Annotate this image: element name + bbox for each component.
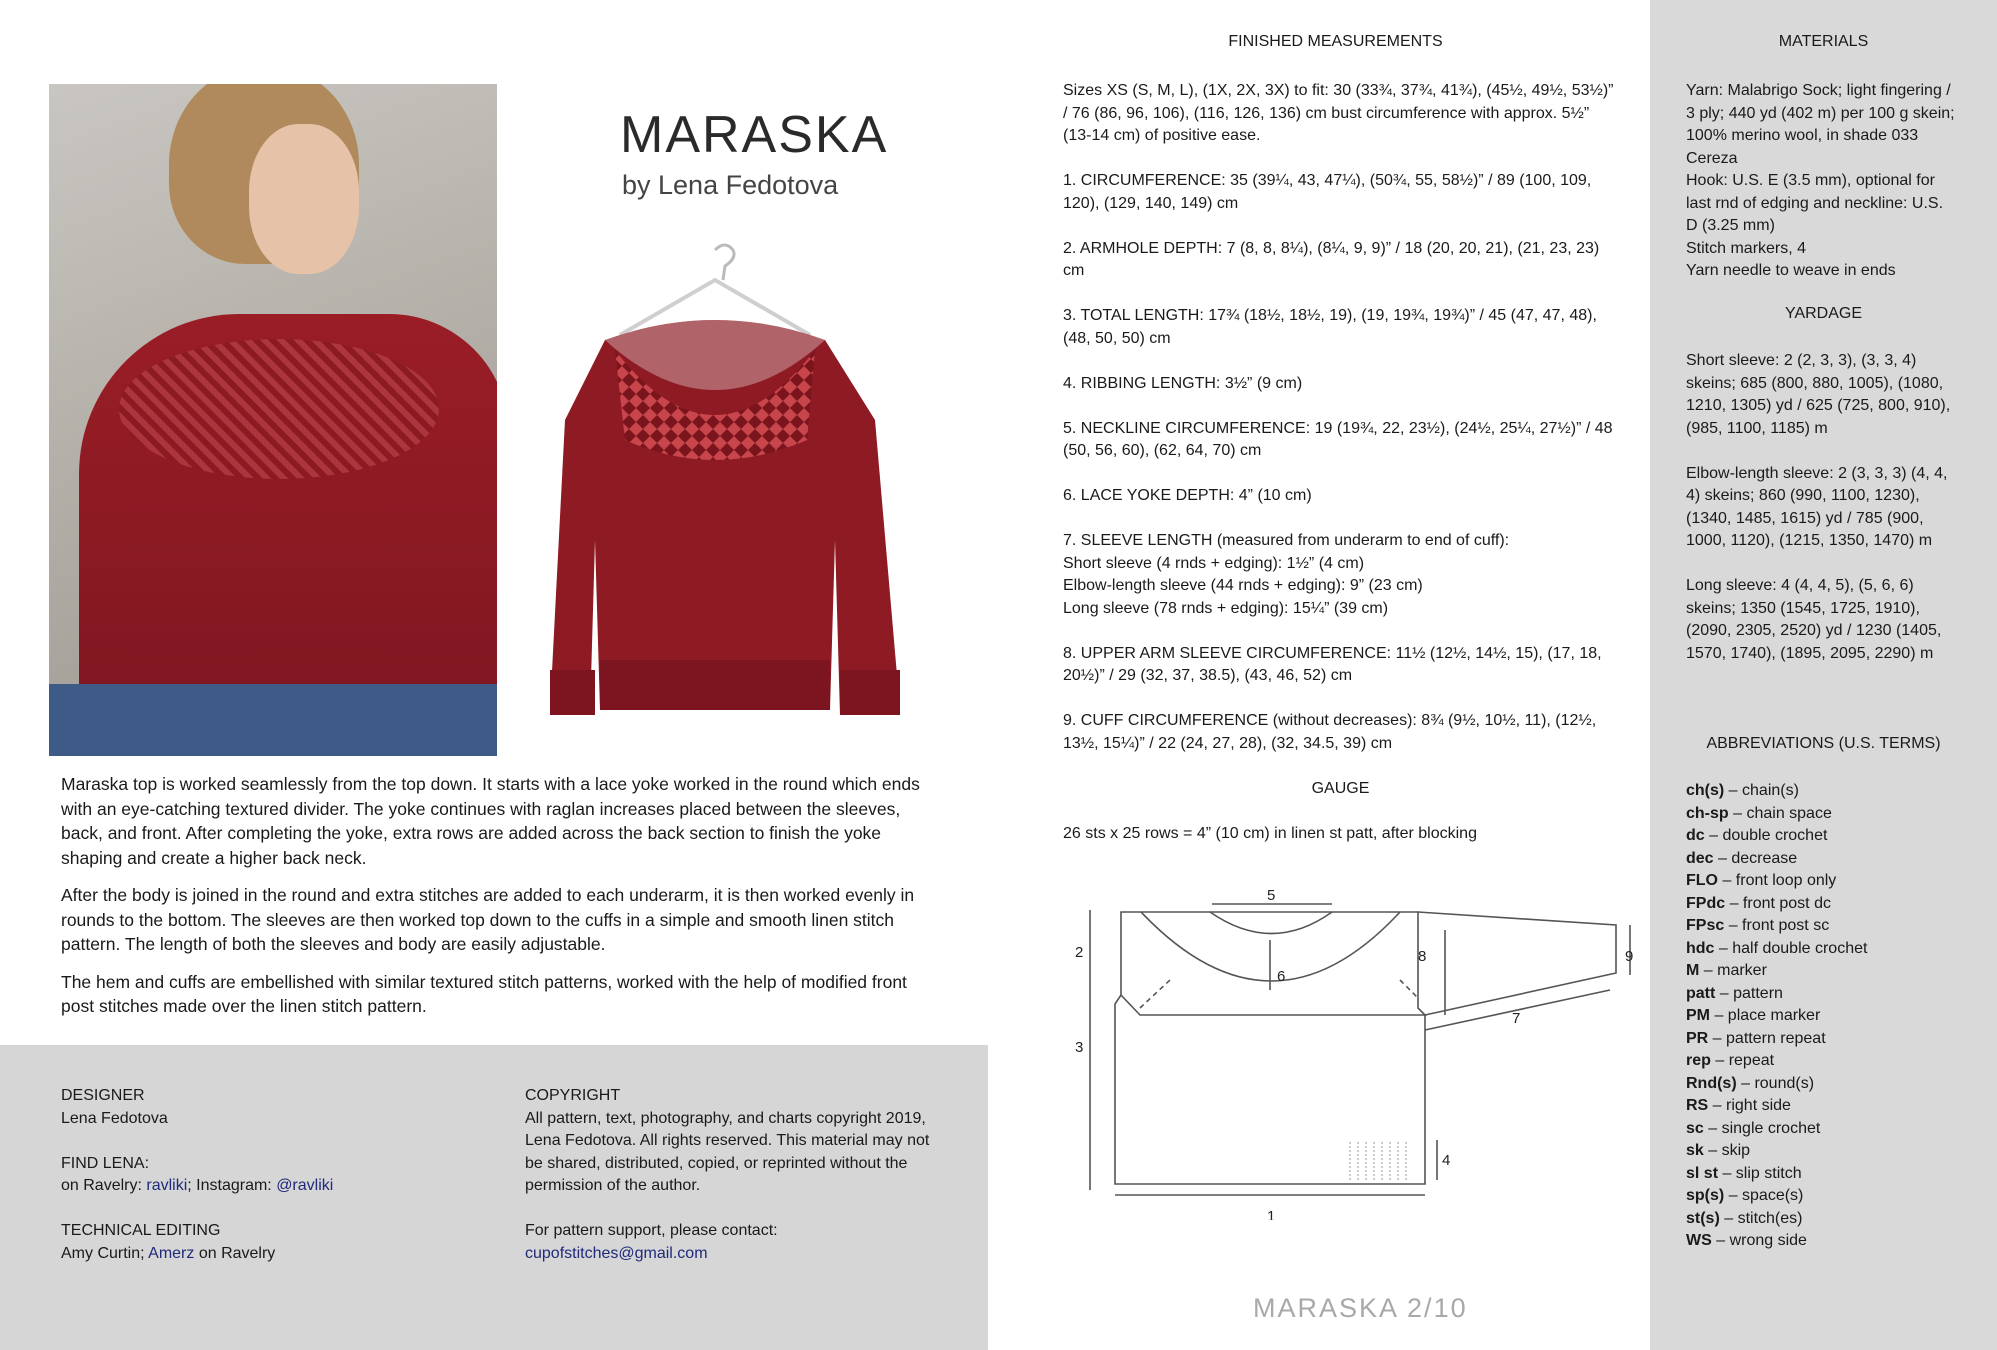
sweater-schematic	[1060, 880, 1650, 1220]
support-text: For pattern support, please contact:	[525, 1222, 778, 1239]
yardage-heading: YARDAGE	[1784, 305, 1863, 322]
schematic-label-7: 7	[1512, 1010, 1521, 1027]
yardage-short: Short sleeve: 2 (2, 3, 3), (3, 3, 4) skeins; 685 (800, 880, 1005), (1080, 1210, 1305) yd / 625 (725, 800, 910), (985, 1100, 1185) m	[1686, 352, 1951, 437]
abbreviation-item: sk – skip	[1686, 1142, 1751, 1159]
abbreviation-item: ch(s) – chain(s)	[1686, 782, 1799, 799]
measurements-heading: FINISHED MEASUREMENTS	[1228, 33, 1443, 50]
designer-byline: by Lena Fedotova	[622, 170, 839, 200]
measurement-item: 6. LACE YOKE DEPTH: 4” (10 cm)	[1063, 487, 1312, 504]
copyright-label: COPYRIGHT	[525, 1087, 621, 1104]
schematic-label-2: 2	[1075, 944, 1084, 961]
abbreviation-item: FLO – front loop only	[1686, 872, 1837, 889]
abbreviation-item: sp(s) – space(s)	[1686, 1187, 1804, 1204]
abbreviation-item: sl st – slip stitch	[1686, 1164, 1802, 1182]
amerz-link[interactable]: Amerz	[148, 1244, 195, 1262]
abbreviation-item: M – marker	[1686, 962, 1767, 979]
copyright-text: All pattern, text, photography, and charts copyright 2019, Lena Fedotova. All rights reserved. This material may not be shared, distributed, copied, or reprinted without the permission of the author.	[525, 1109, 930, 1194]
model-photo	[49, 84, 497, 756]
schematic-label-5: 5	[1267, 887, 1276, 904]
abbreviation-item: sc – single crochet	[1686, 1119, 1821, 1137]
abbreviation-item: patt – pattern	[1686, 984, 1783, 1002]
credits-right	[525, 1085, 935, 1265]
abbreviation-item: PR – pattern repeat	[1686, 1029, 1826, 1047]
tech-editing-line: Amy Curtin; Amerz on Ravelry	[61, 1244, 276, 1262]
designer-label: DESIGNER	[61, 1087, 145, 1104]
yardage-long: Long sleeve: 4 (4, 4, 5), (5, 6, 6) skeins; 1350 (1545, 1725, 1910), (2090, 2305, 2520) yd / 1230 (1405, 1570, 1740), (1895, 2095, 2290) m	[1686, 577, 1942, 662]
schematic-label-6: 6	[1277, 968, 1286, 985]
intro-paragraph: The hem and cuffs are embellished with similar textured stitch patterns, worked with the help of modified front post stitches made over the linen stitch pattern.	[61, 971, 907, 1016]
abbreviations-heading: ABBREVIATIONS (U.S. TERMS)	[1706, 735, 1941, 752]
pattern-title: MARASKA	[620, 106, 889, 164]
measurement-item: 1. CIRCUMFERENCE: 35 (39¼, 43, 47¼), (50¾, 55, 58½)” / 89 (100, 109, 120), (129, 140, 149) cm	[1063, 172, 1592, 212]
abbreviation-item: FPsc – front post sc	[1686, 917, 1830, 934]
schematic-label-9: 9	[1625, 948, 1634, 965]
intro-text	[61, 772, 941, 1032]
support-email-link[interactable]: cupofstitches@gmail.com	[525, 1244, 708, 1262]
measurement-item: 4. RIBBING LENGTH: 3½” (9 cm)	[1063, 374, 1303, 392]
instagram-link[interactable]: @ravliki	[276, 1177, 334, 1194]
schematic-label-8: 8	[1418, 948, 1427, 965]
abbreviation-item: FPdc – front post dc	[1686, 894, 1831, 912]
abbreviation-item: st(s) – stitch(es)	[1686, 1209, 1803, 1227]
materials-heading: MATERIALS	[1778, 33, 1869, 50]
abbreviation-item: WS – wrong side	[1686, 1232, 1807, 1249]
schematic-label-1: 1	[1267, 1208, 1276, 1220]
measurement-item: 3. TOTAL LENGTH: 17¾ (18½, 18½, 19), (19, 19¾, 19¾)” / 45 (47, 47, 48), (48, 50, 50) cm	[1063, 307, 1597, 347]
page-footer: MARASKA 2/10	[1253, 1293, 1468, 1323]
abbreviation-item: dc – double crochet	[1686, 827, 1828, 844]
gauge-text: 26 sts x 25 rows = 4” (10 cm) in linen st patt, after blocking	[1063, 824, 1477, 842]
measurements-list	[1063, 80, 1618, 868]
materials-text: Yarn: Malabrigo Sock; light fingering / 3 ply; 440 yd (402 m) per 100 g skein; 100% merino wool, in shade 033 Cereza Hook: U.S. E (3.5 mm), optional for last rnd of edging and neckline: U.S. D (3.25 mm) Stitch markers, 4 Yarn needle to weave in ends	[1686, 82, 1955, 279]
abbreviation-item: PM – place marker	[1686, 1007, 1821, 1024]
find-line: on Ravelry: ravliki; Instagram: @ravliki	[61, 1177, 334, 1194]
hanger-sweater-photo	[545, 240, 905, 725]
gauge-heading: GAUGE	[1311, 779, 1370, 797]
yardage-elbow: Elbow-length sleeve: 2 (3, 3, 3) (4, 4, 4) skeins; 860 (990, 1100, 1230), (1340, 1485, 1615) yd / 785 (900, 1000, 1120), (1215, 1350, 1470) m	[1686, 464, 1948, 549]
tech-editing-label: TECHNICAL EDITING	[61, 1222, 221, 1239]
measurement-item: 8. UPPER ARM SLEEVE CIRCUMFERENCE: 11½ (12½, 14½, 15), (17, 18, 20½)” / 29 (32, 37, 38.5), (43, 46, 52) cm	[1063, 644, 1602, 684]
sleeve-length-item: 7. SLEEVE LENGTH (measured from underarm to end of cuff): Short sleeve (4 rnds + edging): 1½” (4 cm) Elbow-length sleeve (44 rnds + edging): 9” (23 cm) Long sleeve (78 rnds + edging): 15¼” (39 cm)	[1063, 532, 1510, 617]
intro-paragraph: Maraska top is worked seamlessly from the top down. It starts with a lace yoke worked in the round which ends with an eye-catching textured divider. The yoke continues with raglan increases placed between the sleeves, back, and front. After completing the yoke, extra rows are added across the back section to finish the yoke shaping and create a higher back neck.	[61, 774, 920, 868]
schematic-label-4: 4	[1442, 1152, 1451, 1169]
intro-paragraph: After the body is joined in the round and extra stitches are added to each underarm, it is then worked evenly in rounds to the bottom. The sleeves are then worked top down to the cuffs in a simple and smooth linen stitch pattern. The length of both the sleeves and body are easily adjustable.	[61, 885, 915, 954]
sizes-text: Sizes XS (S, M, L), (1X, 2X, 3X) to fit: 30 (33¾, 37¾, 41¾), (45½, 49½, 53½)” / 76 (86, 96, 106), (116, 126, 136) cm bust circumference with approx. 5½” (13-14 cm) of positive ease.	[1063, 82, 1614, 144]
abbreviation-item: ch-sp – chain space	[1686, 804, 1832, 822]
find-label: FIND LENA:	[61, 1154, 150, 1172]
measurement-item: 2. ARMHOLE DEPTH: 7 (8, 8, 8¼), (8¼, 9, 9)” / 18 (20, 20, 21), (21, 23, 23) cm	[1063, 239, 1600, 279]
abbreviations-list	[1686, 780, 1956, 1253]
abbreviation-item: hdc – half double crochet	[1686, 939, 1868, 957]
designer-name: Lena Fedotova	[61, 1109, 168, 1127]
abbreviation-item: rep – repeat	[1686, 1052, 1775, 1069]
abbreviation-item: Rnd(s) – round(s)	[1686, 1074, 1815, 1092]
measurement-item: 9. CUFF CIRCUMFERENCE (without decreases): 8¾ (9½, 10½, 11), (12½, 13½, 15¼)” / 22 (24, 27, 28), (32, 34.5, 39) cm	[1063, 712, 1597, 752]
ravelry-link[interactable]: ravliki	[146, 1177, 188, 1194]
abbreviation-item: RS – right side	[1686, 1097, 1791, 1114]
measurement-item: 5. NECKLINE CIRCUMFERENCE: 19 (19¾, 22, 23½), (24½, 25¼, 27½)” / 48 (50, 56, 60), (62, 64, 70) cm	[1063, 419, 1613, 459]
schematic-label-3: 3	[1075, 1039, 1084, 1056]
abbreviation-item: dec – decrease	[1686, 849, 1798, 867]
credits-left	[61, 1085, 481, 1265]
yardage-list	[1686, 350, 1956, 688]
